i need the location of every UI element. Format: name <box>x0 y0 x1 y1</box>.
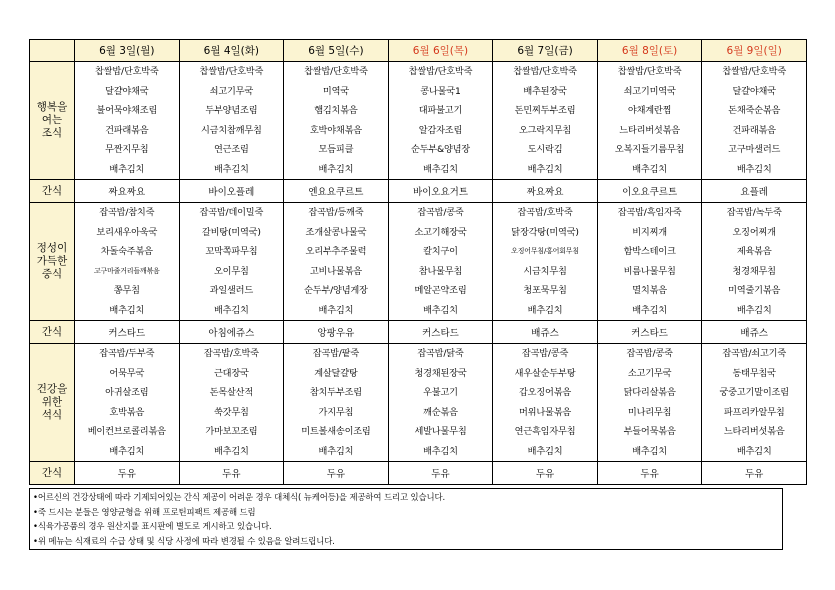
menu-item: 시금치무침 <box>523 265 567 277</box>
menu-item: 배추김치 <box>109 445 145 457</box>
snack-cell: 앙팡우유 <box>284 321 389 344</box>
menu-item: 차돌숙주볶음 <box>100 246 153 257</box>
menu-item: 닭다리살볶음 <box>623 387 676 398</box>
menu-item: 두부양념조림 <box>205 105 258 116</box>
menu-item: 소고기해장국 <box>414 226 467 238</box>
menu-item: 칼치구이 <box>423 246 458 257</box>
menu-item: 돈채죽순볶음 <box>728 105 781 116</box>
menu-item: 찹쌀밥/단호박죽 <box>617 66 682 77</box>
menu-item: 찹쌀밥/단호박죽 <box>304 66 368 77</box>
menu-item: 알감자조림 <box>418 124 463 136</box>
menu-item: 오리부추주물럭 <box>305 246 367 257</box>
menu-item: 잡곡밥/호박죽 <box>203 348 259 359</box>
menu-cell <box>388 344 493 462</box>
menu-item: 미역줄기볶음 <box>728 285 781 296</box>
menu-item: 대파불고기 <box>418 105 463 116</box>
day-header: 6월 6일(목) <box>388 40 493 62</box>
meal-row <box>30 344 807 462</box>
meal-label-line: 행복을 <box>36 101 68 113</box>
menu-cell <box>702 344 807 462</box>
menu-item: 시금치참깨무침 <box>200 124 262 136</box>
menu-item: 쑥갓무침 <box>213 406 249 418</box>
menu-item: 배추김치 <box>213 304 249 316</box>
menu-item: 연근조림 <box>213 144 249 155</box>
meal-label-line: 위한 <box>41 396 63 408</box>
meal-label-line: 중식 <box>41 268 63 280</box>
menu-item: 고구마줄거리들깨볶음 <box>93 266 160 275</box>
menu-item: 참치두부조림 <box>309 387 362 398</box>
snack-cell: 배쥬스 <box>493 321 598 344</box>
menu-item: 청경채된장국 <box>414 367 467 379</box>
menu-cell <box>179 344 284 462</box>
meal-label-line: 조식 <box>41 127 63 139</box>
menu-item: 야채계란찜 <box>627 105 672 116</box>
header-corner <box>30 40 75 62</box>
menu-item: 도시락김 <box>527 144 563 155</box>
meal-label-line: 석식 <box>41 409 63 421</box>
snack-cell: 커스타드 <box>75 321 180 344</box>
menu-item: 잡곡밥/콩죽 <box>417 207 464 218</box>
menu-item: 쫑무침 <box>113 285 140 296</box>
menu-item: 근대장국 <box>213 367 249 379</box>
menu-item: 닭장각탕(미역국) <box>511 226 579 238</box>
menu-item: 미트볼새송이조림 <box>301 426 371 437</box>
menu-cell <box>493 344 598 462</box>
meal-label-line: 가득한 <box>36 255 68 267</box>
menu-item: 찹쌀밥/단호박죽 <box>199 66 264 77</box>
snack-cell: 두유 <box>284 462 389 485</box>
menu-item: 잡곡밥/등깨죽 <box>308 207 364 218</box>
menu-item: 세발나물무침 <box>414 426 467 437</box>
menu-item: 콩나물국1 <box>420 85 461 97</box>
snack-cell: 바이오요거트 <box>388 180 493 203</box>
date-header-row <box>30 40 807 62</box>
note-line: •식육가공품의 경우 원산지를 표시판에 별도로 게시하고 있습니다. <box>33 521 272 531</box>
menu-item: 찹쌀밥/단호박죽 <box>94 66 159 77</box>
menu-item: 배추김치 <box>423 445 458 457</box>
menu-item: 찹쌀밥/단호박죽 <box>408 66 473 77</box>
menu-cell <box>284 203 389 321</box>
menu-item: 배추김치 <box>632 445 667 457</box>
menu-item: 미나리무침 <box>627 406 672 418</box>
menu-cell <box>388 62 493 180</box>
meal-label-line: 건강을 <box>36 383 68 395</box>
menu-item: 배추김치 <box>423 304 458 316</box>
menu-item: 제육볶음 <box>736 246 772 257</box>
menu-item: 오이무침 <box>213 265 249 277</box>
notes-box <box>29 488 783 550</box>
menu-item: 배추김치 <box>736 304 772 316</box>
menu-item: 느타리버섯볶음 <box>619 124 680 136</box>
menu-item: 달걀야채국 <box>732 85 776 97</box>
menu-item: 무짠지무침 <box>105 144 149 155</box>
menu-item: 청포묵무침 <box>523 285 567 296</box>
menu-item: 잡곡밥/닭죽 <box>417 348 464 359</box>
menu-item: 돈목살산적 <box>209 387 254 398</box>
menu-item: 불어묵야채조림 <box>96 105 158 116</box>
menu-item: 돈민찌두부조림 <box>514 105 576 116</box>
menu-item: 잡곡밥/두부죽 <box>99 348 155 359</box>
menu-item: 소고기무국 <box>627 367 672 379</box>
meal-label <box>30 203 75 321</box>
note-line: •위 메뉴는 식재료의 수급 상태 및 식당 사정에 따라 변경될 수 있음을 알려드립니다. <box>33 535 335 546</box>
menu-cell <box>702 203 807 321</box>
snack-row <box>30 321 807 344</box>
menu-item: 오그락지무침 <box>519 124 572 136</box>
menu-item: 잡곡밥/팥죽 <box>312 348 360 359</box>
menu-item: 배추김치 <box>213 163 249 175</box>
menu-item: 잡곡밥/콩죽 <box>521 348 569 359</box>
menu-item: 잡곡밥/녹두죽 <box>726 207 782 218</box>
menu-item: 달걀야채국 <box>105 85 149 97</box>
snack-cell: 두유 <box>493 462 598 485</box>
menu-item: 청경채무침 <box>732 265 776 277</box>
menu-item: 배추김치 <box>736 163 772 175</box>
menu-item: 고구마샐러드 <box>728 144 781 155</box>
menu-item: 잡곡밥/데이밀죽 <box>199 207 264 218</box>
snack-cell: 아침에쥬스 <box>179 321 284 344</box>
snack-label: 간식 <box>30 180 75 203</box>
menu-cell <box>179 203 284 321</box>
menu-item: 느타리버섯볶음 <box>723 426 785 437</box>
menu-item: 배추김치 <box>527 304 563 316</box>
day-header: 6월 4일(화) <box>179 40 284 62</box>
menu-item: 과일샐러드 <box>209 285 254 296</box>
snack-cell: 이오요쿠르트 <box>597 180 702 203</box>
menu-item: 배추김치 <box>318 304 354 316</box>
menu-item: 배추김치 <box>318 163 354 175</box>
menu-item: 햄김치볶음 <box>314 105 358 116</box>
day-header: 6월 3일(월) <box>75 40 180 62</box>
menu-item: 가마보꼬조림 <box>205 426 258 437</box>
menu-item: 부들어묵볶음 <box>623 426 676 437</box>
menu-item: 쇠고기미역국 <box>623 85 676 97</box>
menu-item: 비름나물무침 <box>623 265 676 277</box>
menu-cell <box>284 62 389 180</box>
weekly-menu-table <box>29 39 807 485</box>
menu-cell <box>597 344 702 462</box>
menu-item: 연근흑임자무침 <box>514 426 576 437</box>
menu-item: 잡곡밥/흑임자죽 <box>617 207 682 218</box>
snack-cell: 두유 <box>702 462 807 485</box>
menu-item: 찹쌀밥/단호박죽 <box>513 66 577 77</box>
menu-item: 계살달걀탕 <box>314 367 358 379</box>
meal-label-line: 정성이 <box>36 242 68 254</box>
menu-item: 호박야채볶음 <box>309 124 362 136</box>
snack-cell: 배쥬스 <box>702 321 807 344</box>
snack-cell: 두유 <box>75 462 180 485</box>
menu-item: 배추된장국 <box>523 85 567 97</box>
day-header: 6월 8일(토) <box>597 40 702 62</box>
menu-cell <box>493 203 598 321</box>
menu-item: 건파래볶음 <box>732 124 776 136</box>
snack-cell: 두유 <box>597 462 702 485</box>
menu-cell <box>597 62 702 180</box>
snack-cell: 짜요짜요 <box>75 180 180 203</box>
snack-cell: 바이오플레 <box>179 180 284 203</box>
menu-item: 잡곡밥/참치죽 <box>99 207 155 218</box>
menu-item: 배추김치 <box>632 304 667 316</box>
menu-item: 쇠고기무국 <box>209 85 254 97</box>
meal-row <box>30 62 807 180</box>
note-line: •어르신의 건강상태에 따라 기제되어있는 간식 제공이 어려운 경우 대체식( 뉴케어등)을 제공하여 드리고 있습니다. <box>33 492 446 502</box>
menu-cell <box>388 203 493 321</box>
snack-row <box>30 180 807 203</box>
menu-cell <box>493 62 598 180</box>
menu-item: 보리새우아욱국 <box>96 226 158 238</box>
menu-item: 베이컨브로콜리볶음 <box>87 426 166 437</box>
menu-item: 모듬피클 <box>318 144 354 155</box>
menu-cell <box>75 344 180 462</box>
menu-item: 새우살순두부탕 <box>514 367 576 379</box>
menu-item: 오징어무침/홍어회무침 <box>511 247 579 255</box>
day-header: 6월 5일(수) <box>284 40 389 62</box>
menu-item: 잡곡밥/호박죽 <box>517 207 573 218</box>
snack-cell: 커스타드 <box>597 321 702 344</box>
menu-item: 우불고기 <box>423 387 458 398</box>
menu-item: 멸치볶음 <box>632 285 667 296</box>
menu-item: 궁중고기말이조림 <box>719 387 789 398</box>
menu-item: 오징어찌개 <box>732 226 776 238</box>
menu-item: 찹쌀밥/단호박죽 <box>722 66 786 77</box>
meal-row <box>30 203 807 321</box>
menu-item: 고비나물볶음 <box>309 265 362 277</box>
day-header: 6월 9일(일) <box>702 40 807 62</box>
menu-item: 배추김치 <box>109 163 145 175</box>
menu-item: 머위나물볶음 <box>519 406 572 418</box>
menu-item: 미역국 <box>322 85 349 97</box>
menu-item: 메알곤약조림 <box>414 285 467 296</box>
menu-cell <box>75 203 180 321</box>
note-line: •죽 드시는 분들은 영양균형을 위해 프로틴피팩트 제공해 드림 <box>33 506 256 517</box>
menu-item: 순두부/양념게장 <box>304 285 368 296</box>
menu-item: 어묵무국 <box>109 367 145 379</box>
menu-item: 조개살콩나물국 <box>305 226 367 238</box>
snack-cell: 엔요요쿠르트 <box>284 180 389 203</box>
menu-cell <box>702 62 807 180</box>
menu-item: 파프리카알무침 <box>723 406 785 418</box>
menu-item: 동태무침국 <box>732 367 776 379</box>
snack-cell: 두유 <box>179 462 284 485</box>
snack-label: 간식 <box>30 321 75 344</box>
menu-item: 가지무침 <box>318 406 354 418</box>
menu-item: 잡곡밥/쇠고기죽 <box>722 348 786 359</box>
snack-cell: 커스타드 <box>388 321 493 344</box>
menu-item: 배추김치 <box>109 304 145 316</box>
menu-item: 배추김치 <box>318 445 354 457</box>
menu-item: 배추김치 <box>527 445 563 457</box>
menu-item: 갈비탕(미역국) <box>201 226 261 238</box>
menu-item: 오복지들기름무침 <box>614 144 685 155</box>
menu-cell <box>597 203 702 321</box>
menu-item: 함박스테이크 <box>623 246 676 257</box>
menu-item: 비지찌개 <box>632 226 667 238</box>
snack-label: 간식 <box>30 462 75 485</box>
menu-item: 건파래볶음 <box>105 124 149 136</box>
menu-item: 꼬막쪽파무침 <box>205 246 258 257</box>
snack-row <box>30 462 807 485</box>
menu-item: 갑오징어볶음 <box>519 387 572 398</box>
menu-item: 배추김치 <box>423 163 458 175</box>
menu-cell <box>179 62 284 180</box>
menu-item: 깨순볶음 <box>423 406 458 418</box>
menu-item: 순두부&양념장 <box>410 144 470 155</box>
menu-cell <box>284 344 389 462</box>
menu-item: 호박볶음 <box>109 406 145 418</box>
menu-item: 잡곡밥/콩죽 <box>626 348 673 359</box>
meal-label <box>30 62 75 180</box>
meal-label-line: 여는 <box>41 114 63 126</box>
snack-cell: 두유 <box>388 462 493 485</box>
menu-item: 아귀살조림 <box>105 387 149 398</box>
snack-cell: 짜요짜요 <box>493 180 598 203</box>
menu-item: 배추김치 <box>736 445 772 457</box>
menu-item: 배추김치 <box>632 163 667 175</box>
snack-cell: 요플레 <box>702 180 807 203</box>
menu-item: 배추김치 <box>527 163 563 175</box>
meal-label <box>30 344 75 462</box>
menu-item: 배추김치 <box>213 445 249 457</box>
menu-cell <box>75 62 180 180</box>
menu-item: 참나물무침 <box>418 265 463 277</box>
day-header: 6월 7일(금) <box>493 40 598 62</box>
